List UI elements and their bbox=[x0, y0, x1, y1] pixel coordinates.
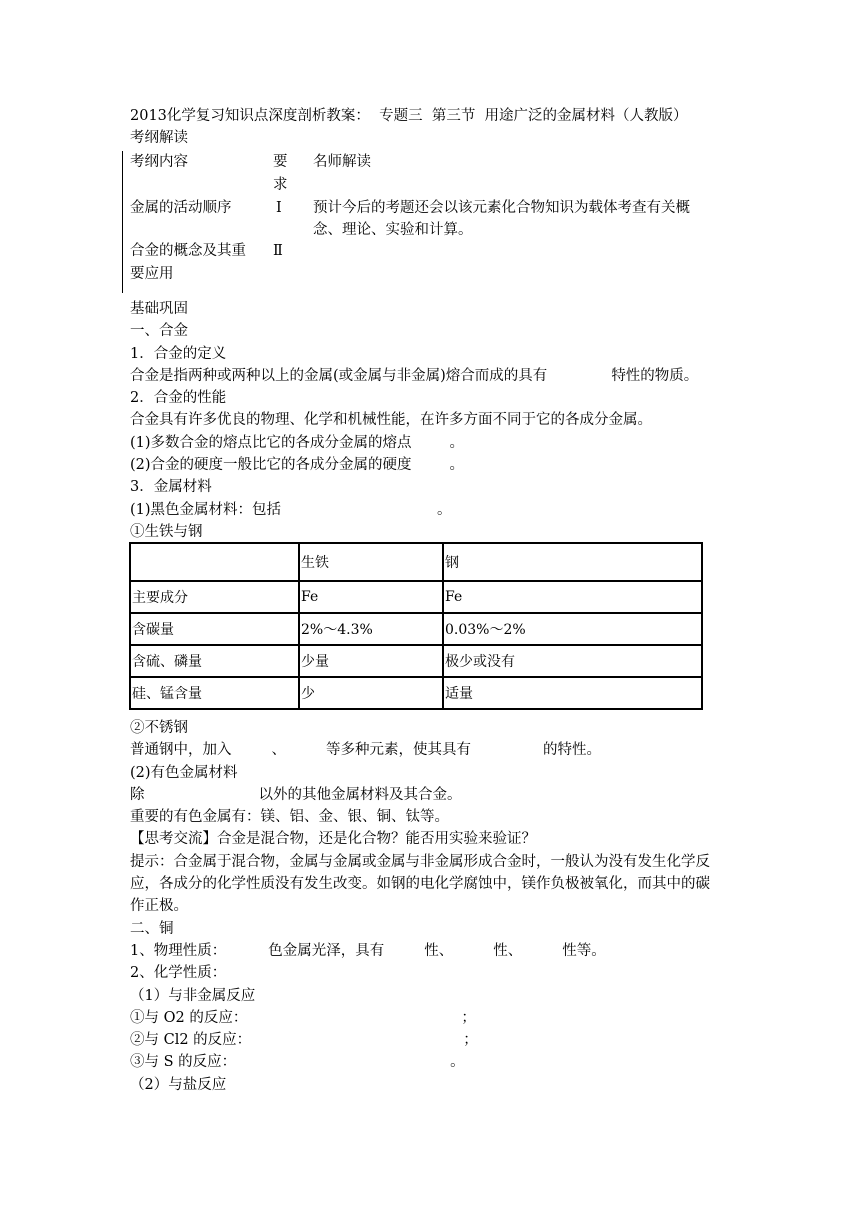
table-header-cell: 钢 bbox=[443, 543, 702, 581]
salt-reaction: （2）与盐反应 bbox=[130, 1077, 227, 1093]
section-alloy: 一、合金 bbox=[130, 323, 188, 339]
syllabus-row1-level: Ⅰ bbox=[276, 200, 282, 216]
alloy-properties-heading: 2．合金的性能 bbox=[130, 390, 227, 406]
physical-properties: 1、物理性质： 色金属光泽，具有 性、 性、 性等。 bbox=[130, 943, 606, 959]
syllabus-row1-note-line1: 预计今后的考题还会以该元素化合物知识为载体考查有关概 bbox=[313, 200, 690, 216]
o2-reaction: ①与 O2 的反应： ； bbox=[130, 1010, 476, 1026]
table-row bbox=[130, 677, 702, 709]
cl2-reaction: ②与 Cl2 的反应： ； bbox=[130, 1032, 478, 1048]
stainless-heading: ②不锈钢 bbox=[130, 720, 188, 736]
syllabus-header-req-2: 求 bbox=[273, 177, 288, 193]
syllabus-row1-content: 金属的活动顺序 bbox=[130, 200, 232, 216]
nonferrous-definition: 除 以外的其他金属材料及其合金。 bbox=[130, 787, 462, 803]
syllabus-heading: 考纲解读 bbox=[130, 130, 188, 146]
document-title: 2013化学复习知识点深度剖析教案： 专题三 第三节 用途广泛的金属材料（人教版） bbox=[130, 108, 688, 124]
important-nonferrous: 重要的有色金属有：镁、铝、金、银、铜、钛等。 bbox=[130, 809, 449, 825]
hint-line-1: 提示：合金属于混合物，金属与金属或金属与非金属形成合金时，一般认为没有发生化学反 bbox=[130, 854, 710, 870]
section-copper: 二、铜 bbox=[130, 921, 174, 937]
syllabus-header-note: 名师解读 bbox=[313, 154, 371, 170]
syllabus-table-border bbox=[122, 151, 123, 293]
table-cell: 极少或没有 bbox=[443, 645, 702, 677]
table-header-cell bbox=[130, 543, 299, 581]
table-row bbox=[130, 581, 702, 613]
chemical-properties: 2、化学性质： bbox=[130, 965, 227, 981]
table-header-row bbox=[130, 543, 702, 581]
syllabus-header-req-1: 要 bbox=[273, 154, 288, 170]
table-cell: 适量 bbox=[443, 677, 702, 709]
syllabus-row1-note-line2: 念、理论、实验和计算。 bbox=[313, 222, 473, 238]
table-cell: Fe bbox=[443, 581, 702, 613]
hardness-line: (2)合金的硬度一般比它的各成分金属的硬度 。 bbox=[130, 457, 465, 473]
hint-line-3: 作正极。 bbox=[130, 898, 188, 914]
table-cell: 主要成分 bbox=[130, 581, 299, 613]
table-cell: 含碳量 bbox=[130, 613, 299, 645]
think-exchange: 【思考交流】合金是混合物，还是化合物？能否用实验来验证？ bbox=[130, 831, 536, 847]
hint-line-2: 应，各成分的化学性质没有发生改变。如钢的电化学腐蚀中，镁作负极被氧化，而其中的碳 bbox=[130, 876, 710, 892]
nonmetal-reaction: （1）与非金属反应 bbox=[130, 988, 256, 1004]
basic-heading: 基础巩固 bbox=[130, 301, 188, 317]
table-cell: 2%～4.3% bbox=[299, 613, 443, 645]
ferrous-materials: (1)黑色金属材料：包括 。 bbox=[130, 502, 452, 518]
table-cell: Fe bbox=[299, 581, 443, 613]
syllabus-row2-level: Ⅱ bbox=[273, 243, 283, 259]
table-row bbox=[130, 613, 702, 645]
iron-steel-table bbox=[129, 542, 703, 710]
alloy-properties: 合金具有许多优良的物理、化学和机械性能，在许多方面不同于它的各成分金属。 bbox=[130, 412, 652, 428]
stainless-line: 普通钢中，加入 、 等多种元素，使其具有 的特性。 bbox=[130, 742, 601, 758]
table-cell: 少 bbox=[299, 677, 443, 709]
alloy-definition-heading: 1．合金的定义 bbox=[130, 346, 227, 362]
table-cell: 硅、锰含量 bbox=[130, 677, 299, 709]
melting-point-line: (1)多数合金的熔点比它的各成分金属的熔点 。 bbox=[130, 435, 465, 451]
table-cell: 0.03%～2% bbox=[443, 613, 702, 645]
syllabus-row2-content-line1: 合金的概念及其重 bbox=[130, 243, 246, 259]
metal-materials-heading: 3．金属材料 bbox=[130, 479, 212, 495]
syllabus-row2-content-line2: 要应用 bbox=[130, 266, 174, 282]
s-reaction: ③与 S 的反应： 。 bbox=[130, 1054, 465, 1070]
iron-steel-heading: ①生铁与钢 bbox=[130, 524, 203, 540]
syllabus-header-content: 考纲内容 bbox=[130, 154, 188, 170]
table-header-cell: 生铁 bbox=[299, 543, 443, 581]
table-cell: 少量 bbox=[299, 645, 443, 677]
alloy-definition: 合金是指两种或两种以上的金属(或金属与非金属)熔合而成的具有 特性的物质。 bbox=[130, 368, 699, 384]
table-row bbox=[130, 645, 702, 677]
nonferrous-heading: (2)有色金属材料 bbox=[130, 765, 238, 781]
table-cell: 含硫、磷量 bbox=[130, 645, 299, 677]
